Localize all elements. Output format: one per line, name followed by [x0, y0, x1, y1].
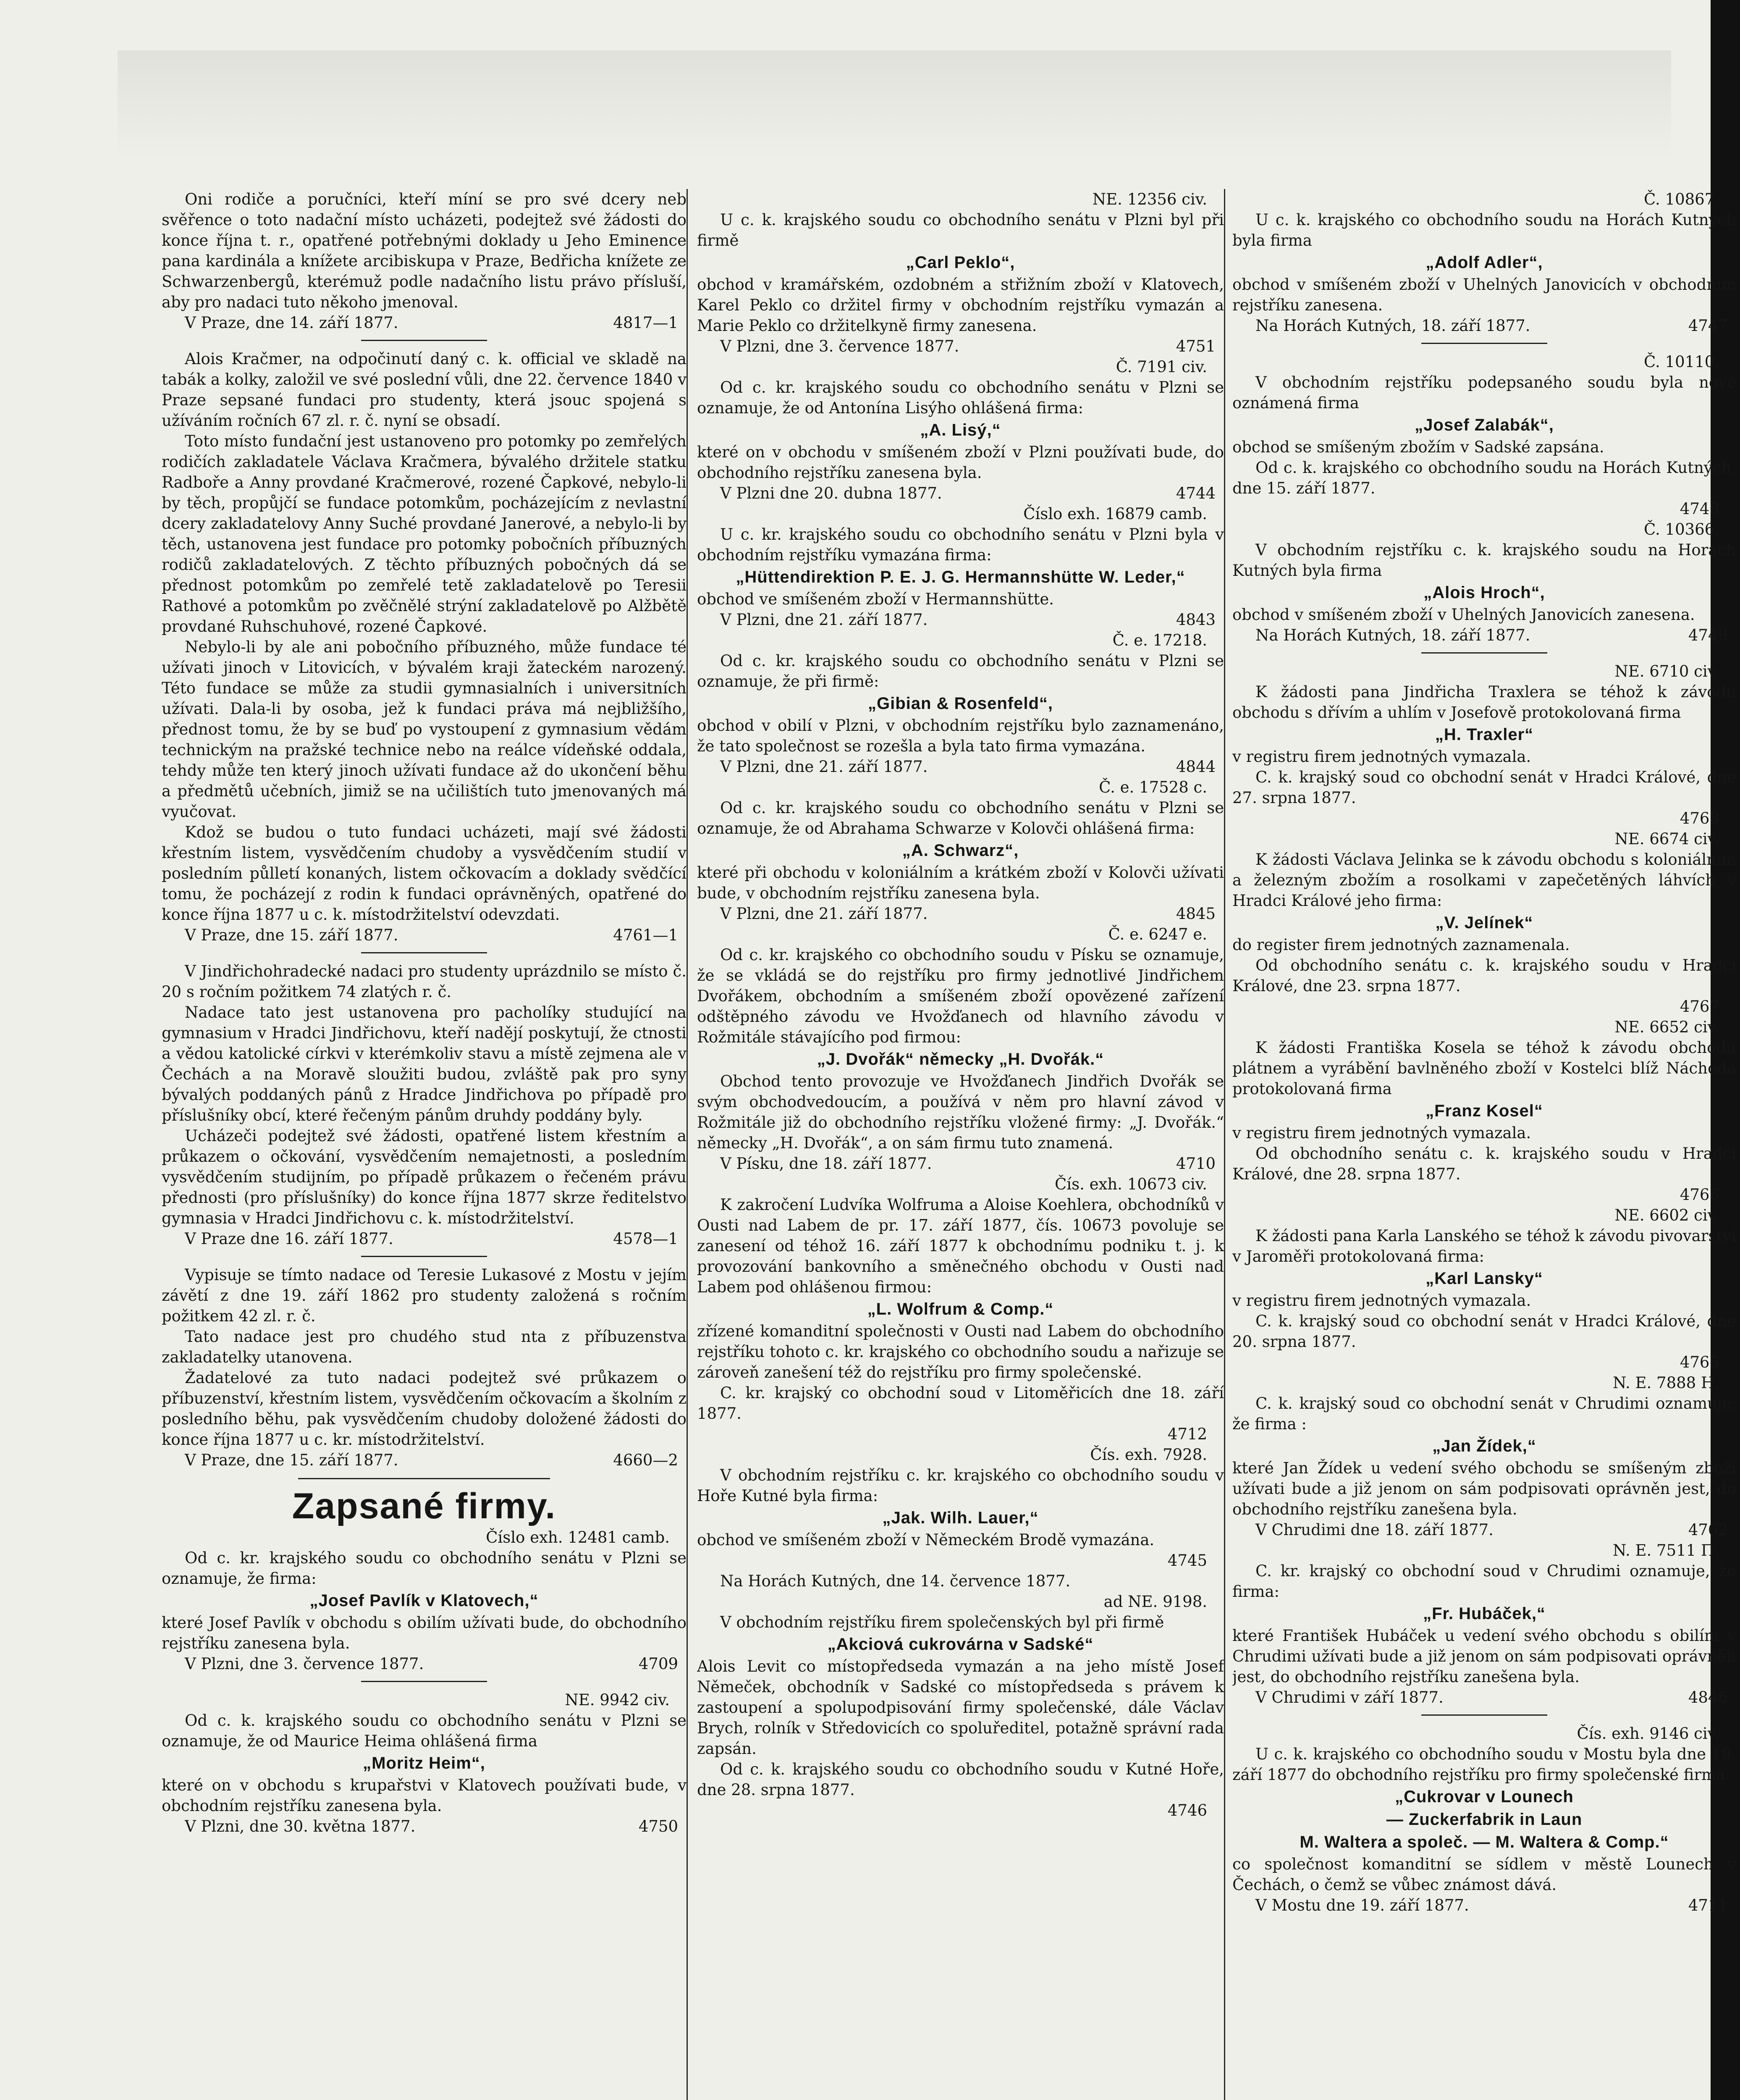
notice-file-number: Č. e. 6247 e.: [1108, 925, 1207, 943]
notice-text: C. k. krajský soud co obchodní senát v Hradci Králové, dne 20. srpna 1877.: [1232, 1312, 1736, 1351]
notice-signature: [697, 756, 1224, 777]
notice-text: obchod v obilí v Plzni, v obchodním rejstříku bylo zaznamenáno, že tato společnost se rozešla a byla tato firma vymazána.: [697, 717, 1224, 755]
firm-name: „Hüttendirektion P. E. J. G. Hermannshütte W. Leder,“: [736, 568, 1185, 586]
notice-number: 4751: [1176, 337, 1216, 355]
notice-text: Od c. kr. krajského soudu co obchodního senátu v Plzni se oznamuje, že od Antonína Lisýho ohlášená firma:: [697, 378, 1224, 417]
notice-number: 4747: [1688, 317, 1728, 335]
notice-text: Od c. k. krajského soudu co obchodního soudu v Kutné Hoře, dne 28. srpna 1877.: [697, 1760, 1224, 1799]
notice-number: 4749: [1688, 626, 1728, 644]
notice-place-date: V Chrudimi v září 1877.: [1255, 1688, 1444, 1706]
column-middle: [697, 189, 1224, 2100]
notice-text: Od c. k. krajského soudu co obchodního senátu v Plzni se oznamuje, že od Maurice Heima ohlášená firma: [162, 1712, 687, 1750]
notice-text: Od c. k. krajského co obchodního soudu na Horách Kutných, dne 15. září 1877.: [1232, 459, 1736, 497]
notice-text: Obchod tento provozuje ve Hvožďanech Jindřich Dvořák se svým obchodvedoucím, a používá v něm pro hlavní závod v Rožmitále již do obchodního rejstříku vložené firmy: „J. Dvořák.“ německy „H. Dvořák“, a on sám firmu tuto znamená.: [697, 1072, 1224, 1152]
notice-place-date: Na Horách Kutných, 18. září 1877.: [1255, 317, 1530, 335]
notice-text: K žádosti Václava Jelinka se k závodu obchodu s koloniálním a železným zbožím a rosolkami v zapečetěných láhvích v Hradci Králové jeho firma:: [1232, 850, 1736, 910]
notice-number: 4765: [1680, 1353, 1719, 1371]
notice-text: které Jan Žídek u vedení svého obchodu se smíšeným zboží užívati bude a již jenom on sám podpisovati oprávněn jest, do obchodního rejstříku zanešena byla.: [1232, 1459, 1736, 1518]
notice-file-number: Čís. exh. 10673 civ.: [1054, 1175, 1207, 1193]
notice-text: K zakročení Ludvíka Wolfruma a Aloise Koehlera, obchodníků v Ousti nad Labem de pr. 17. září 1877, čís. 10673 povoluje se zanesení od téhož 16. září 1877 k obchodnímu podniku t. j. k provozování bankovního a směnečného obchodu v Ousti nad Labem pod ohlášenou firmou:: [697, 1196, 1224, 1296]
separator: [361, 340, 487, 341]
notice-text: V Jindřichohradecké nadaci pro studenty uprázdnilo se místo č. 20 s ročním požitkem 74 zlatých r. č.: [162, 962, 687, 1001]
notice-number: 4817—1: [613, 314, 678, 332]
notice-text: Žadatelové za tuto nadaci podejtež své průkazem o příbuzenství, křestním listem, vysvědčením očkovacím a školním z posledního běhu, pak vysvědčením chudoby doložené žádosti do konce října 1877 u c. kr. místodržitelství.: [162, 1369, 687, 1449]
firm-name: „Adolf Adler“,: [1426, 253, 1543, 272]
separator: [361, 1256, 487, 1257]
notice-number: 4711: [1688, 1896, 1728, 1914]
notice-file-number: Číslo exh. 16879 camb.: [1023, 505, 1207, 523]
notice-place-date: Na Horách Kutných, dne 14. července 1877.: [720, 1572, 1071, 1590]
firm-name: „Jak. Wilh. Lauer,“: [882, 1509, 1039, 1527]
notice-number: 4712: [1167, 1425, 1207, 1443]
notice-text: Toto místo fundační jest ustanoveno pro potomky po zemřelých rodičích zakladatele Václava Kračmera, bývalého držitele statku Radboře a Anny provdané Kračmerové, rozené Čapkové, nebylo-li by těch, propůjčí se fundace potomkům, pocházejícím z nevlastní dcery zakladatelovy Anny Suché provdané Janerové, a nebylo-li by těch, ustanovena jest fundace pro potomky pobočních příbuzných rodičů zakladatelových. Z těchto příbuzných pobočných dá se přednost potomkům po zemřelé tetě zakladatelově po Teresii Rathové a potomkům po zvěčnělé strýní zakladatelově po Alžbětě provdané Ruhschuhové, rozené Čapkové.: [162, 432, 687, 635]
notice-number: 4748: [1680, 500, 1719, 518]
firm-name: „Cukrovar v Lounech: [1395, 1788, 1574, 1806]
notice-text: obchod ve smíšeném zboží v Německém Brodě vymazána.: [697, 1531, 1155, 1549]
notice-text: obchod v smíšeném zboží v Uhelných Janovicích zanesena.: [1232, 606, 1695, 624]
notice-text: co společnost komanditní se sídlem v městě Lounech v Čechách, o čemž se vůbec známost dává.: [1232, 1855, 1736, 1894]
separator: [1421, 652, 1547, 654]
notice-place-date: V Plzni, dne 3. července 1877.: [720, 337, 959, 355]
firm-name: M. Waltera a společ. — M. Waltera & Comp.“: [1300, 1833, 1669, 1851]
notice-place-date: V Praze dne 16. září 1877.: [185, 1230, 393, 1248]
notice-number: 4768: [1680, 809, 1719, 827]
notice-text: zřízené komanditní společnosti v Ousti nad Labem do obchodního rejstříku tohoto c. kr. krajského co obchodního soudu a nařizuje se zároveň zanešení též do rejstříku pro firmy společenské.: [697, 1322, 1224, 1381]
notice-signature: [1232, 1687, 1736, 1708]
notice-text: Alois Levit co místopředseda vymazán a na jeho místě Josef Němeček, obchodník v Sadské co místopředseda s právem k zastoupení a spolupodpisování firmy společenské, dále Václav Brych, rolník v Středovicích co spoluředitel, potažně správní rada zapsán.: [697, 1657, 1224, 1758]
notice-text: Tato nadace jest pro chudého stud nta z příbuzenstva zakladatelky utanovena.: [162, 1328, 687, 1366]
firm-name: — Zuckerfabrik in Laun: [1386, 1810, 1583, 1829]
notice-file-number: Č. 10366.: [1644, 520, 1719, 538]
firm-name: „Josef Zalabák“,: [1415, 416, 1554, 434]
notice-file-number: NE. 6602 civ.: [1614, 1206, 1719, 1224]
section-title: Zapsané firmy.: [292, 1486, 556, 1526]
firm-name: „Jan Žídek,“: [1432, 1437, 1536, 1455]
separator: [361, 952, 487, 953]
firm-name: „Franz Kosel“: [1426, 1102, 1543, 1120]
notice-text: Od c. kr. krajského soudu co obchodního senátu v Plzni se oznamuje, že od Abrahama Schwarze v Kolovči ohlášená firma:: [697, 799, 1224, 837]
notice-file-number: ad NE. 9198.: [1103, 1593, 1207, 1611]
firm-name: „Fr. Hubáček,“: [1423, 1604, 1546, 1623]
separator: [1421, 343, 1547, 344]
notice-text: C. k. krajský soud co obchodní senát v Hradci Králové, dne 27. srpna 1877.: [1232, 768, 1736, 807]
notice-signature: [697, 1153, 1224, 1174]
notice-place-date: Na Horách Kutných, 18. září 1877.: [1255, 626, 1530, 644]
notice-text: U c. k. krajského soudu co obchodního senátu v Plzni byl při firmě: [697, 211, 1224, 249]
notice-file-number: NE. 9942 civ.: [565, 1691, 670, 1709]
notice-number: 4578—1: [613, 1230, 678, 1248]
notice-file-number: Č. 10867.: [1644, 190, 1719, 208]
firm-name: „Moritz Heim“,: [363, 1754, 485, 1772]
firm-name: „A. Lisý,“: [920, 421, 1001, 439]
notice-text: C. kr. krajský co obchodní soud v Litoměřicích dne 18. září 1877.: [697, 1384, 1224, 1423]
notice-text: které František Hubáček u vedení svého obchodu s obilím v Chrudimi užívati bude a již jenom on sám podpisovati oprávněn jest, do obchodního rejstříku zanešena byla.: [1232, 1627, 1736, 1686]
notice-place-date: V Písku, dne 18. září 1877.: [720, 1155, 932, 1173]
notice-signature: [1232, 1895, 1736, 1916]
notice-number: 4766: [1680, 1186, 1719, 1204]
notice-number: 4660—2: [613, 1451, 678, 1469]
notice-place-date: V Plzni, dne 21. září 1877.: [720, 758, 928, 776]
firm-name: „Gibian & Rosenfeld“,: [867, 694, 1053, 713]
notice-file-number: N. E. 7888 H.: [1612, 1374, 1719, 1392]
notice-file-number: Č. 7191 civ.: [1116, 358, 1207, 376]
notice-file-number: Č. e. 17218.: [1112, 631, 1207, 649]
notice-signature: [697, 336, 1224, 357]
notice-number: 4844: [1176, 758, 1216, 776]
firm-name: „Alois Hroch“,: [1423, 583, 1545, 602]
notice-signature: [162, 1450, 687, 1470]
notice-number: 4746: [1167, 1801, 1207, 1819]
notice-text: C. k. krajský soud co obchodní senát v Chrudimi oznamuje, že firma :: [1232, 1394, 1736, 1433]
notice-signature: [162, 312, 687, 333]
notice-signature: [697, 483, 1224, 504]
notice-text: U c. k. krajského co obchodního soudu na Horách Kutných byla firma: [1232, 211, 1736, 249]
notice-file-number: Č. e. 17528 c.: [1099, 778, 1207, 796]
column-divider-2: [1224, 189, 1225, 2100]
notice-text: Ucházeči podejtež své žádosti, opatřené listem křestním a průkazem o očkování, vysvědčením nemajetnosti, a posledním vysvědčením studijním, po případě průkazem o řečeném právu přednosti (pro příslušníky) do konce října 1877 skrze ředitelstvo gymnasia v Hradci Jindřichovu c. k. místodržitelství.: [162, 1127, 687, 1227]
notice-file-number: Číslo exh. 12481 camb.: [486, 1528, 670, 1546]
notice-place-date: V Plzni, dne 3. července 1877.: [185, 1655, 424, 1673]
notice-text: Od c. kr. krajského soudu co obchodního senátu v Plzni se oznamuje, že při firmě:: [697, 652, 1224, 690]
notice-text: Vypisuje se tímto nadace od Teresie Lukasové z Mostu v jejím závětí z dne 19. září 1862 pro studenty založená s ročním požitkem 42 zl. r. č.: [162, 1266, 687, 1325]
column-divider-1: [687, 189, 688, 2100]
notice-signature: [162, 1816, 687, 1837]
notice-text: obchod se smíšeným zbožím v Sadské zapsána.: [1232, 438, 1604, 456]
notice-place-date: V Plzni dne 20. dubna 1877.: [720, 484, 942, 502]
firm-name: „Karl Lansky“: [1426, 1269, 1543, 1288]
notice-text: V obchodním rejstříku podepsaného soudu byla nově oznámená firma: [1232, 373, 1736, 412]
notice-text: obchod v smíšeném zboží v Uhelných Janovicích v obchodním rejstříku zanesena.: [1232, 276, 1736, 314]
notice-number: 4761—1: [613, 926, 678, 944]
notice-text: Od c. kr. krajského soudu co obchodního senátu v Plzni se oznamuje, že firma:: [162, 1549, 687, 1588]
notice-place-date: V Chrudimi dne 18. září 1877.: [1255, 1521, 1494, 1539]
notice-file-number: NE. 6674 civ.: [1614, 830, 1719, 848]
firm-name: „Akciová cukrovárna v Sadské“: [827, 1635, 1094, 1654]
firm-name: „Josef Pavlík v Klatovech,“: [309, 1591, 539, 1610]
notice-place-date: V Plzni, dne 21. září 1877.: [720, 905, 928, 923]
firm-name: „L. Wolfrum & Comp.“: [867, 1300, 1054, 1318]
notice-number: 4762: [1688, 1521, 1728, 1539]
notice-file-number: Čís. exh. 7928.: [1090, 1446, 1207, 1464]
notice-text: K žádosti pana Jindřicha Traxlera se téhož k závodu obchodu s dřívím a uhlím v Josefově protokolovaná firma: [1232, 683, 1736, 722]
notice-file-number: NE. 12356 civ.: [1092, 190, 1207, 208]
notice-signature: [162, 1654, 687, 1674]
notice-text: V obchodním rejstříku firem společenských byl při firmě: [720, 1613, 1164, 1631]
notice-text: Nebylo-li by ale ani pobočního příbuzného, může fundace té užívati jinoch v Litovicích, v bývalém kraji žateckém narozený. Této fundace se může za studii gymnasialních i universitních užívati. Dala-li by osoba, jež k fundaci práva má nejbližšího, přednost tomu, že by se buď po vystoupení z gymnasium vědám technickým na pražské technice nebo na reálce vídeňské oddala, tehdy může ten který jinoch užívati fundace až do ukončení běhu a předmětů učebních, jimiž se na učilištích tuto jmenovaných má vyučovat.: [162, 638, 687, 821]
notice-text: v registru firem jednotných vymazala.: [1232, 1292, 1531, 1310]
notice-text: v registru firem jednotných vymazala.: [1232, 748, 1531, 766]
notice-text: do register firem jednotných zaznamenala.: [1232, 936, 1570, 954]
notice-number: 4843: [1176, 611, 1216, 629]
notice-text: Od obchodního senátu c. k. krajského soudu v Hradci Králové, dne 23. srpna 1877.: [1232, 956, 1736, 995]
top-margin-smudge: [118, 50, 1671, 160]
notice-file-number: NE. 6710 civ.: [1614, 662, 1719, 680]
notice-text: V obchodním rejstříku c. k. krajského soudu na Horách Kutných byla firma: [1232, 541, 1736, 580]
notice-text: které při obchodu v koloniálním a krátkém zboží v Kolovči užívati bude, v obchodním rejstříku zanesena byla.: [697, 864, 1224, 902]
notice-text: K žádosti Františka Kosela se téhož k závodu obchodu plátnem a vyrábění bavlněného zboží v Kostelci blíž Náchoda protokolovaná firma: [1232, 1039, 1736, 1098]
notice-place-date: V Mostu dne 19. září 1877.: [1255, 1896, 1469, 1914]
separator: [298, 1478, 550, 1479]
firm-name: „H. Traxler“: [1435, 725, 1534, 744]
notice-signature: [1232, 625, 1736, 646]
notice-text: které on v obchodu s krupařstvi v Klatovech používati bude, v obchodním rejstříku zanesena byla.: [162, 1776, 687, 1815]
notice-text: C. kr. krajský co obchodní soud v Chrudimi oznamuje, že firma:: [1232, 1562, 1736, 1601]
notice-number: 4750: [638, 1817, 678, 1835]
notice-file-number: NE. 6652 civ.: [1614, 1018, 1719, 1036]
notice-text: Kdož se budou o tuto fundaci ucházeti, mají své žádosti křestním listem, vysvědčením chudoby a vysvědčením studií v posledním půlletí konaných, listem očkovacím a doklady svědčící tomu, že pocházejí z rodin k fundaci oprávněných, opatřené do konce října 1877 u c. k. místodržitelství odevzdati.: [162, 823, 687, 924]
notice-text: K žádosti pana Karla Lanského se téhož k závodu pivovarství v Jaroměři protokolovaná firma:: [1232, 1227, 1736, 1265]
notice-text: které Josef Pavlík v obchodu s obilím užívati bude, do obchodního rejstříku zanesena byla.: [162, 1614, 687, 1652]
notice-text: V obchodním rejstříku c. kr. krajského co obchodního soudu v Hoře Kutné byla firma:: [697, 1466, 1224, 1505]
notice-number: 4709: [638, 1655, 678, 1673]
notice-signature: [162, 925, 687, 945]
column-right: [1232, 189, 1736, 2100]
notice-place-date: V Praze, dne 15. září 1877.: [185, 1451, 398, 1469]
notice-file-number: Čís. exh. 9146 civ.: [1577, 1725, 1719, 1743]
firm-name: „J. Dvořák“ německy „H. Dvořák.“: [817, 1050, 1104, 1068]
notice-place-date: V Praze, dne 15. září 1877.: [185, 926, 398, 944]
notice-number: 4710: [1176, 1155, 1216, 1173]
notice-file-number: Č. 10110.: [1644, 353, 1719, 371]
notice-text: Od obchodního senátu c. k. krajského soudu v Hradci Králové, dne 28. srpna 1877.: [1232, 1144, 1736, 1183]
notice-file-number: N. E. 7511 П.: [1612, 1541, 1719, 1559]
notice-signature: [1232, 1520, 1736, 1540]
notice-number: 4744: [1176, 484, 1216, 502]
notice-signature: [1232, 315, 1736, 336]
notice-text: které on v obchodu v smíšeném zboží v Plzni používati bude, do obchodního rejstříku zanesena byla.: [697, 443, 1224, 482]
notice-number: 4845: [1176, 905, 1216, 923]
notice-text: Oni rodiče a poručníci, kteří míní se pro své dcery neb svěřence o toto nadační místo ucházeti, podejtež své žádosti do konce října t. r., opatřené potřebnými doklady u Jeho Eminence pana kardinála a knížete arcibiskupa v Praze, Bedřicha knížete ze Schwarzenbergů, kterémuž podle nadačního listu právo přísluší, aby pro nadaci tuto někoho jmenoval.: [162, 190, 687, 311]
notice-number: 4767: [1680, 998, 1719, 1016]
column-left: [162, 189, 687, 2100]
notice-text: Nadace tato jest ustanovena pro pacholíky studující na gymnasium v Hradci Jindřichovu, kteří nadějí poskytují, že ctnosti a vědou katolické církvi v kterémkoliv stavu a místě zejmena ale v Čechách a na Moravě sloužiti budou, zvláště pak pro syny bývalých poddaných pánů z Hradce Jindřichova po případě pro příslušníky obcí, které řečeným pánům druhdy poddány byly.: [162, 1003, 687, 1124]
notice-number: 4745: [1167, 1551, 1207, 1570]
notice-place-date: V Praze, dne 14. září 1877.: [185, 314, 398, 332]
notice-text: v registru firem jednotných vymazala.: [1232, 1124, 1531, 1142]
notice-signature: [697, 609, 1224, 630]
notice-text: obchod ve smíšeném zboží v Hermannshütte.: [697, 590, 1054, 608]
firm-name: „Carl Peklo“,: [906, 253, 1015, 272]
firm-name: „V. Jelínek“: [1435, 914, 1533, 932]
notice-place-date: V Plzni, dne 30. května 1877.: [185, 1817, 416, 1835]
notice-signature: [697, 903, 1224, 924]
notice-text: U c. kr. krajského soudu co obchodního senátu v Plzni byla v obchodním rejstříku vymazána firma:: [697, 525, 1224, 564]
notice-text: U c. k. krajského co obchodního soudu v Mostu byla dne 19. září 1877 do obchodního rejstříku pro firmy společenské firma:: [1232, 1745, 1736, 1784]
separator: [1421, 1714, 1547, 1716]
notice-text: obchod v kramářském, ozdobném a střižním zboží v Klatovech, Karel Peklo co držitel firmy v obchodním rejstříku vymazán a Marie Peklo co držitelkyně firmy zanesena.: [697, 276, 1224, 335]
notice-signature: [162, 1228, 687, 1249]
notice-text: Od c. kr. krajského co obchodního soudu v Písku se oznamuje, že se vkládá se do rejstříku pro firmy jednotlivé Jindřichem Dvořákem, obchodním a smíšeném zboží opovězené zařízení odštěpného závodu ve Hvožďanech od hlavního závodu v Rožmitále stávajícího pod firmou:: [697, 946, 1224, 1046]
notice-number: 4846: [1688, 1688, 1728, 1706]
separator: [361, 1681, 487, 1682]
notice-place-date: V Plzni, dne 21. září 1877.: [720, 611, 928, 629]
notice-text: Alois Kračmer, na odpočinutí daný c. k. official ve skladě na tabák a kolky, založil ve své poslední vůli, dne 22. července 1840 v Praze sepsané fundaci pro studenty, která jsouc spojená s užíváním ročních 67 zl. r. č. nyní se obsadí.: [162, 350, 687, 430]
firm-name: „A. Schwarz“,: [902, 841, 1019, 860]
